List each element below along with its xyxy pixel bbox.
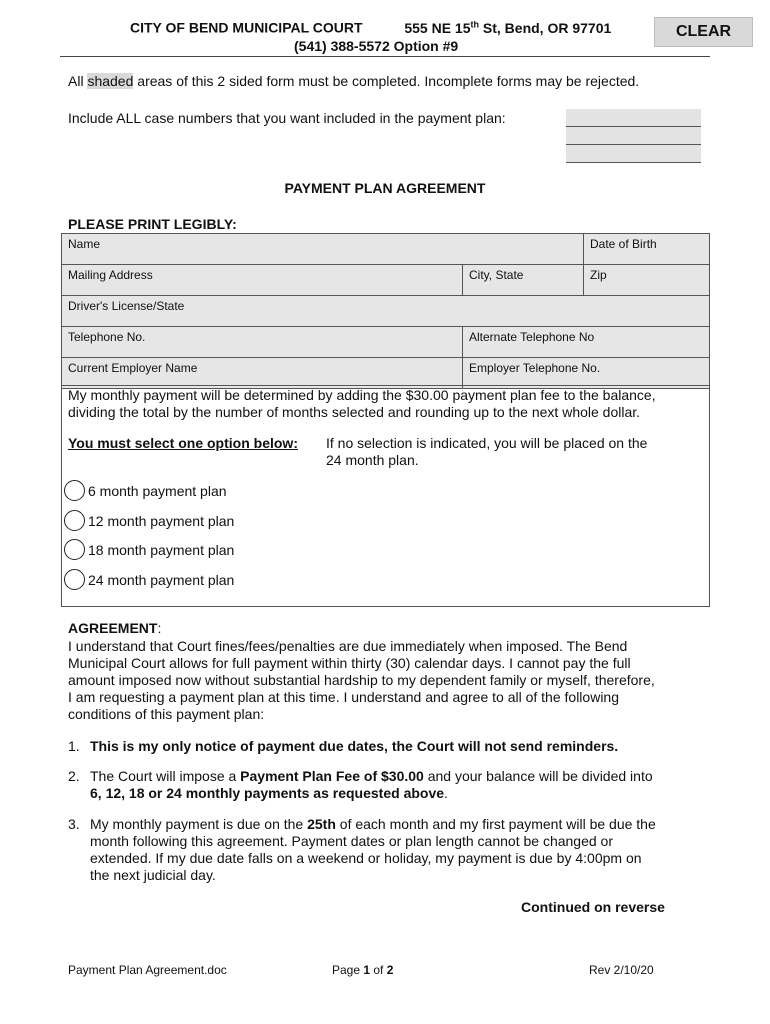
shaded-word: shaded <box>87 73 134 89</box>
header-divider <box>60 56 710 57</box>
agreement-paragraph: I understand that Court fines/fees/penalties are due immediately when imposed. The Bend Municipal Court allows for full payment within thirty (30) calendar days. I cannot pay the full amount imposed now without substantial hardship to my dependent family or myself, therefore, I am requesting a payment plan at this time. I understand and agree to all of the following conditions of this payment plan: <box>68 638 655 722</box>
radio-button[interactable] <box>64 480 85 501</box>
condition-1: 1. This is my only notice of payment due dates, the Court will not send reminders. <box>68 738 619 754</box>
employer-telephone-field[interactable]: Employer Telephone No. <box>463 358 710 389</box>
radio-button[interactable] <box>64 510 85 531</box>
condition-3: 3. My monthly payment is due on the 25th of each month and my first payment will be due the month following this agreement. Payment dates or plan length cannot be changed or extended. If my due date falls on a weekend or holiday, my payment is due by 4:00pm on the next judicial day. <box>68 816 656 883</box>
option-label: 12 month payment plan <box>88 512 235 529</box>
payment-calculation-text: My monthly payment will be determined by adding the $30.00 payment plan fee to the balance, dividing the total by the number of months selected and rounding up to the next whole dollar. <box>68 387 656 420</box>
form-title: PAYMENT PLAN AGREEMENT <box>284 180 486 196</box>
city-state-field[interactable]: City, State <box>463 265 584 296</box>
shaded-instructions: All shaded areas of this 2 sided form must be completed. Incomplete forms may be rejected. <box>68 73 640 89</box>
personal-info-table <box>61 233 710 389</box>
name-field[interactable]: Name <box>62 234 584 265</box>
agreement-heading: AGREEMENT: <box>68 620 162 636</box>
court-address: 555 NE 15th St, Bend, OR 97701 <box>404 19 612 36</box>
case-numbers-label: Include ALL case numbers that you want included in the payment plan: <box>68 110 506 126</box>
option-18-month[interactable] <box>64 539 234 560</box>
mailing-address-field[interactable]: Mailing Address <box>62 265 463 296</box>
dob-field[interactable]: Date of Birth <box>584 234 710 265</box>
select-option-heading: You must select one option below: <box>68 435 298 451</box>
option-label: 24 month payment plan <box>88 571 235 588</box>
court-header <box>130 19 611 36</box>
clear-button[interactable]: CLEAR <box>654 17 753 47</box>
case-number-field-1[interactable] <box>566 109 701 127</box>
print-legibly-label: PLEASE PRINT LEGIBLY: <box>68 216 237 232</box>
telephone-field[interactable]: Telephone No. <box>62 327 463 358</box>
footer-page-number: Page 1 of 2 <box>332 963 394 977</box>
court-phone: (541) 388-5572 Option #9 <box>294 38 459 54</box>
radio-button[interactable] <box>64 569 85 590</box>
case-number-field-3[interactable] <box>566 145 701 163</box>
option-12-month[interactable] <box>64 510 234 531</box>
option-label: 6 month payment plan <box>88 482 227 499</box>
option-24-month[interactable] <box>64 569 234 590</box>
footer-revision: Rev 2/10/20 <box>589 963 654 977</box>
footer-doc-name: Payment Plan Agreement.doc <box>68 963 227 977</box>
zip-field[interactable]: Zip <box>584 265 710 296</box>
select-option-note: If no selection is indicated, you will be placed on the 24 month plan. <box>326 435 648 468</box>
alt-telephone-field[interactable]: Alternate Telephone No <box>463 327 710 358</box>
condition-2: 2. The Court will impose a Payment Plan Fee of $30.00 and your balance will be divided into 6, 12, 18 or 24 monthly payments as requested above. <box>68 768 653 801</box>
drivers-license-field[interactable]: Driver's License/State <box>62 296 710 327</box>
court-name: CITY OF BEND MUNICIPAL COURT <box>130 19 363 36</box>
continued-on-reverse: Continued on reverse <box>521 899 665 915</box>
employer-name-field[interactable]: Current Employer Name <box>62 358 463 389</box>
case-number-field-2[interactable] <box>566 127 701 145</box>
option-6-month[interactable] <box>64 480 227 501</box>
radio-button[interactable] <box>64 539 85 560</box>
option-label: 18 month payment plan <box>88 541 235 558</box>
